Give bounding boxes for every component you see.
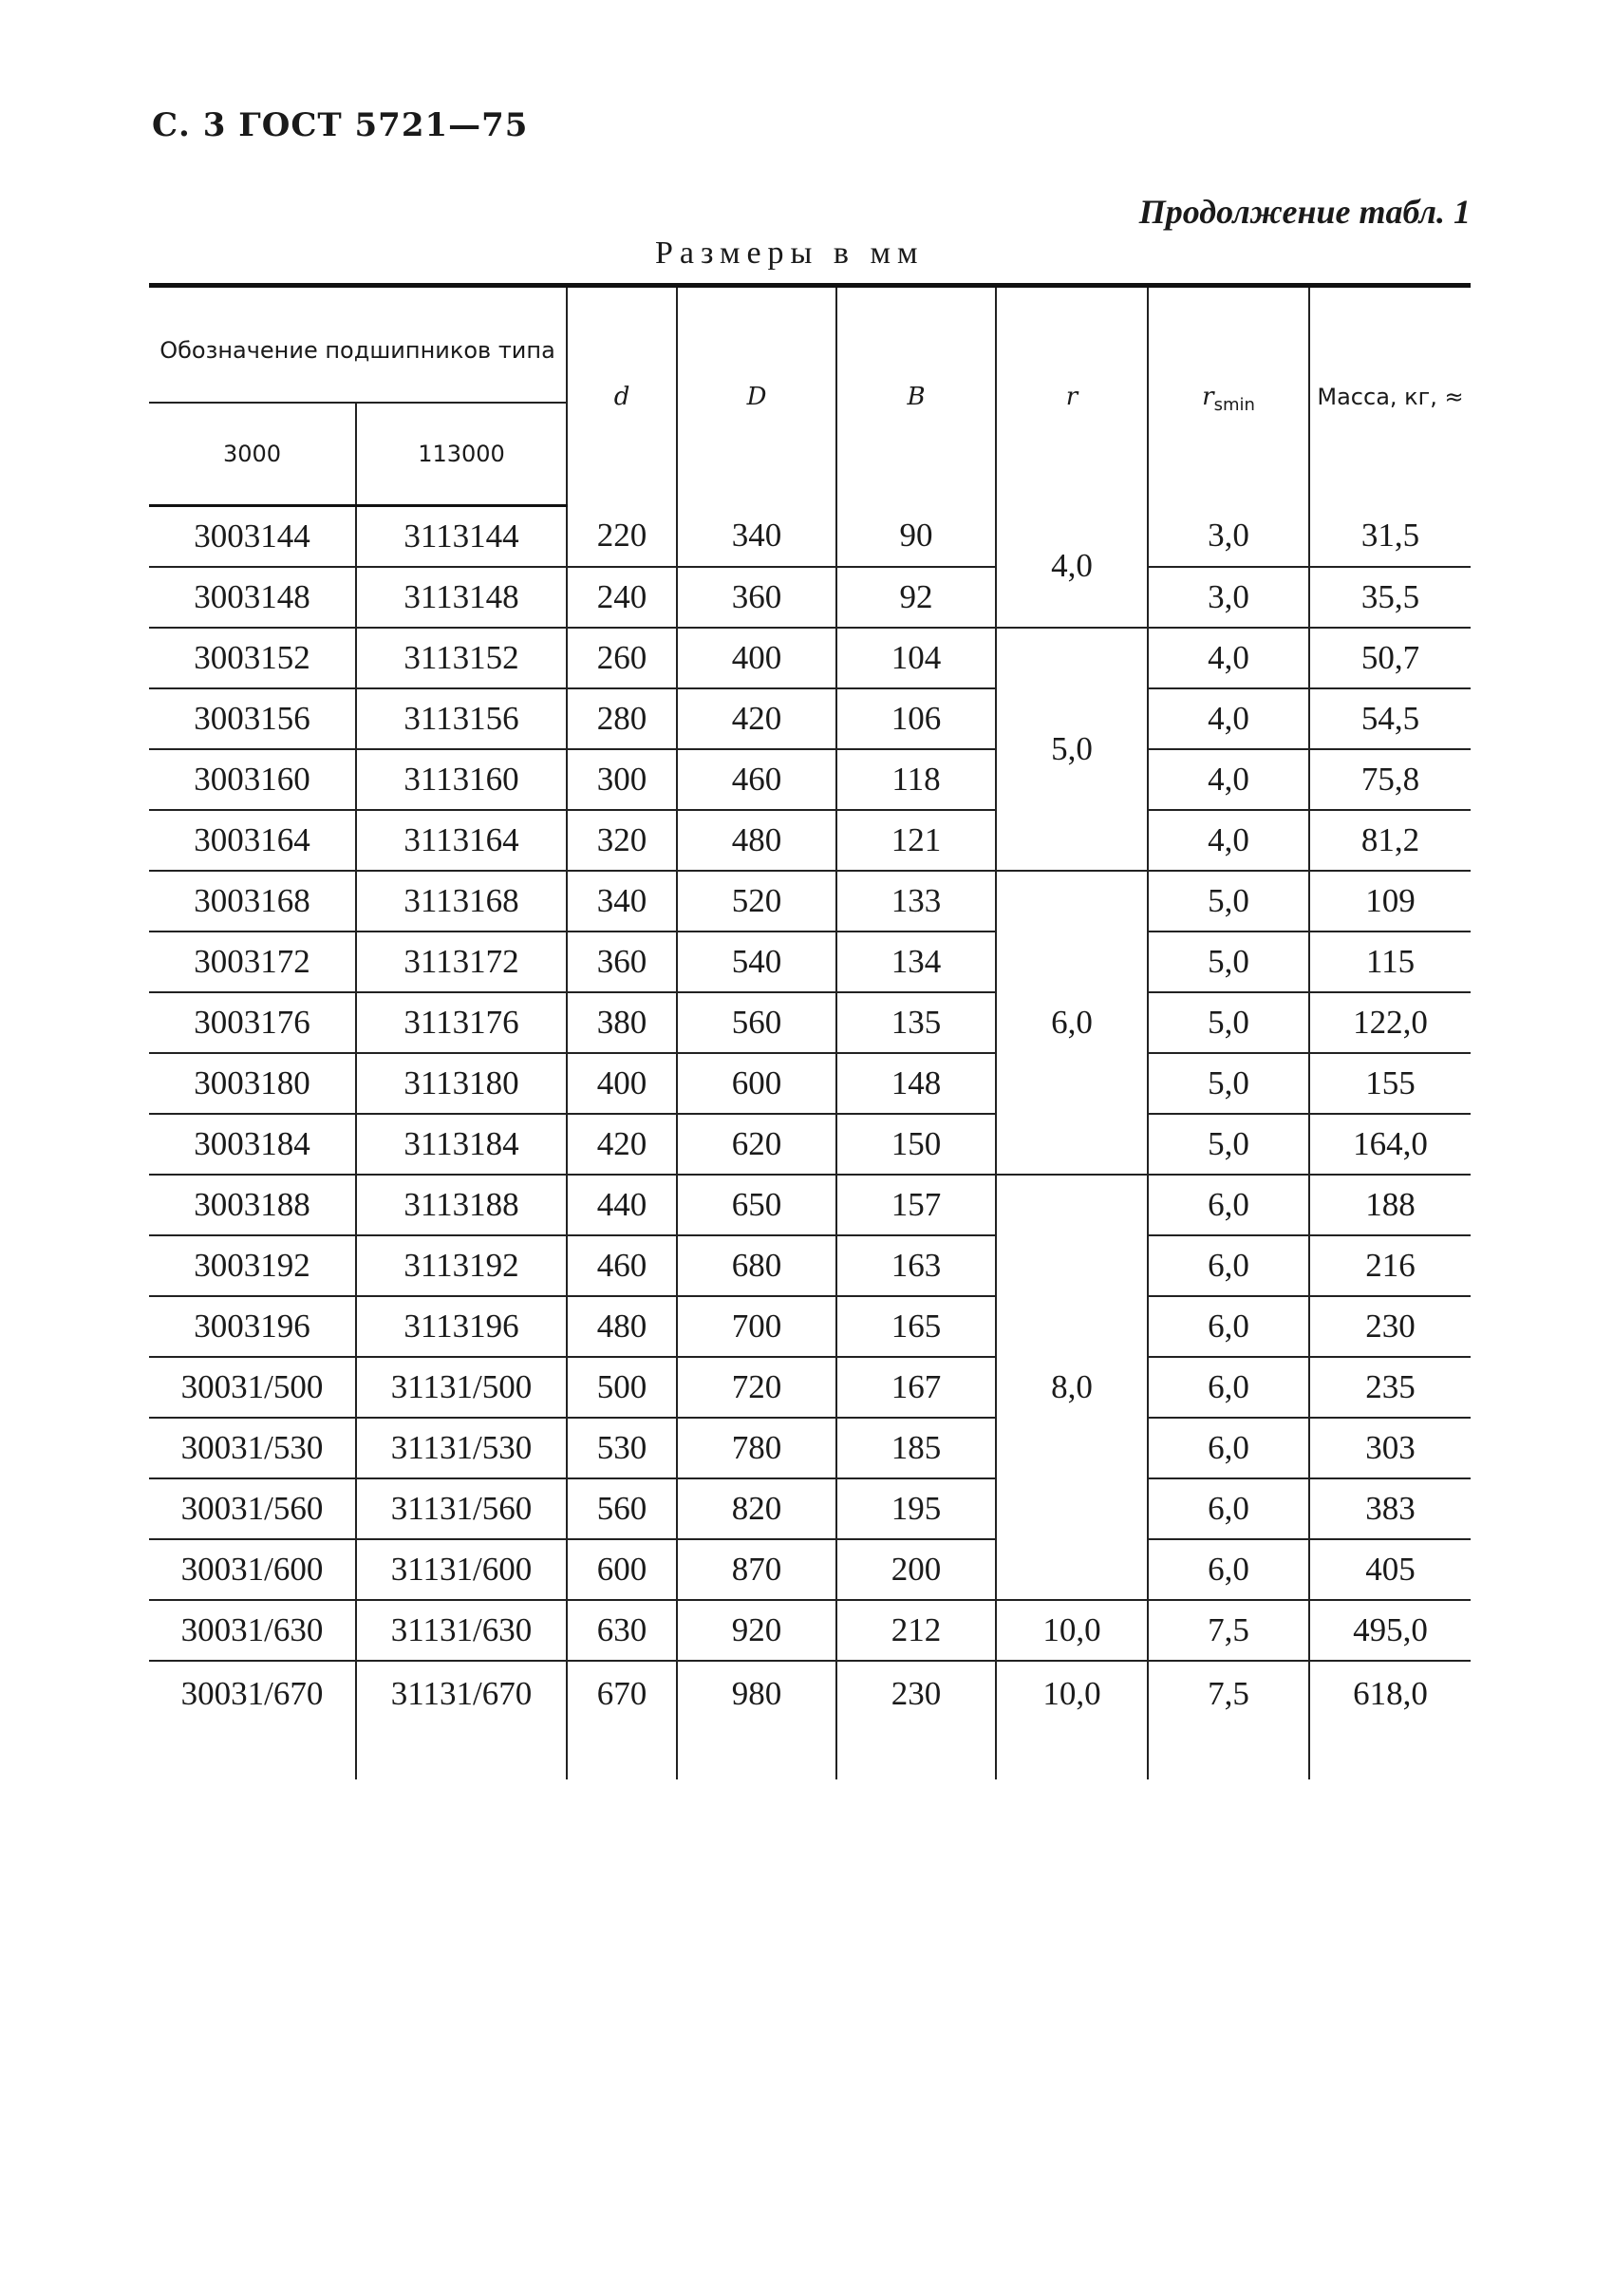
cell-mass: 122,0 — [1309, 992, 1471, 1053]
cell-B: 90 — [836, 506, 996, 568]
cell-mass: 50,7 — [1309, 628, 1471, 688]
cell-B: 148 — [836, 1053, 996, 1114]
cell-mass: 618,0 — [1309, 1661, 1471, 1779]
cell-r: 5,0 — [996, 628, 1148, 871]
cell-designation-113000: 31131/670 — [356, 1661, 567, 1779]
cell-designation-113000: 3113152 — [356, 628, 567, 688]
cell-D: 680 — [677, 1235, 836, 1296]
cell-B: 185 — [836, 1418, 996, 1478]
cell-designation-3000: 30031/600 — [149, 1539, 356, 1600]
cell-mass: 164,0 — [1309, 1114, 1471, 1175]
cell-designation-3000: 3003164 — [149, 810, 356, 871]
table-row — [149, 1357, 1471, 1418]
cell-B: 195 — [836, 1478, 996, 1539]
cell-designation-3000: 3003148 — [149, 567, 356, 628]
cell-rsmin: 5,0 — [1148, 871, 1309, 932]
cell-d: 460 — [567, 1235, 677, 1296]
cell-d: 480 — [567, 1296, 677, 1357]
cell-mass: 383 — [1309, 1478, 1471, 1539]
cell-mass: 188 — [1309, 1175, 1471, 1235]
cell-B: 230 — [836, 1661, 996, 1779]
cell-mass: 31,5 — [1309, 506, 1471, 568]
units-label: Размеры в мм — [655, 235, 925, 271]
cell-B: 150 — [836, 1114, 996, 1175]
cell-d: 560 — [567, 1478, 677, 1539]
cell-designation-3000: 3003172 — [149, 932, 356, 992]
cell-r: 10,0 — [996, 1661, 1148, 1779]
cell-r: 10,0 — [996, 1600, 1148, 1661]
cell-designation-3000: 30031/560 — [149, 1478, 356, 1539]
cell-d: 320 — [567, 810, 677, 871]
cell-designation-3000: 30031/670 — [180, 1675, 324, 1712]
cell-rsmin: 4,0 — [1148, 688, 1309, 749]
cell-designation-3000: 3003180 — [149, 1053, 356, 1114]
table-row — [149, 1235, 1471, 1296]
header-type-113000: 113000 — [356, 403, 567, 506]
cell-designation-3000: 3003184 — [149, 1114, 356, 1175]
cell-designation-113000: 3113192 — [356, 1235, 567, 1296]
cell-d: 400 — [567, 1053, 677, 1114]
cell-mass: 155 — [1309, 1053, 1471, 1114]
header-D: D — [677, 286, 836, 506]
cell-rsmin: 5,0 — [1148, 992, 1309, 1053]
cell-designation-3000: 3003160 — [149, 749, 356, 810]
cell-rsmin: 4,0 — [1148, 810, 1309, 871]
cell-B: 165 — [836, 1296, 996, 1357]
table-continuation-label: Продолжение табл. 1 — [1138, 193, 1471, 231]
cell-designation-3000: 3003196 — [149, 1296, 356, 1357]
cell-B: 167 — [836, 1357, 996, 1418]
table-row — [149, 1661, 1471, 1779]
cell-mass: 81,2 — [1309, 810, 1471, 871]
table-row — [149, 749, 1471, 810]
cell-mass: 54,5 — [1309, 688, 1471, 749]
cell-designation-3000: 3003152 — [149, 628, 356, 688]
cell-rsmin: 4,0 — [1148, 749, 1309, 810]
cell-D: 480 — [677, 810, 836, 871]
cell-d: 360 — [567, 932, 677, 992]
designation-group-header: Обозначение подшипников типа — [149, 286, 567, 404]
cell-designation-113000: 31131/500 — [356, 1357, 567, 1418]
cell-D: 700 — [677, 1296, 836, 1357]
cell-B: 121 — [836, 810, 996, 871]
cell-B: 106 — [836, 688, 996, 749]
cell-mass: 230 — [1309, 1296, 1471, 1357]
cell-B: 200 — [836, 1539, 996, 1600]
cell-mass: 109 — [1309, 871, 1471, 932]
cell-B: 118 — [836, 749, 996, 810]
cell-rsmin: 5,0 — [1148, 1053, 1309, 1114]
cell-D: 520 — [677, 871, 836, 932]
cell-mass: 405 — [1309, 1539, 1471, 1600]
header-rsmin-sub: smin — [1213, 394, 1255, 415]
table-row — [149, 1418, 1471, 1478]
cell-designation-113000: 3113144 — [356, 506, 567, 568]
cell-r: 4,0 — [996, 506, 1148, 629]
header-rsmin — [1148, 286, 1309, 506]
cell-rsmin: 3,0 — [1148, 506, 1309, 568]
cell-mass: 495,0 — [1309, 1600, 1471, 1661]
cell-D: 560 — [677, 992, 836, 1053]
cell-mass: 75,8 — [1309, 749, 1471, 810]
cell-D: 920 — [677, 1600, 836, 1661]
cell-rsmin: 6,0 — [1148, 1357, 1309, 1418]
cell-B: 135 — [836, 992, 996, 1053]
header-d: d — [567, 286, 677, 506]
cell-designation-113000: 3113184 — [356, 1114, 567, 1175]
cell-designation-113000: 31131/600 — [356, 1539, 567, 1600]
table-row — [149, 506, 1471, 568]
table-row — [149, 1296, 1471, 1357]
cell-d: 440 — [567, 1175, 677, 1235]
cell-d: 260 — [567, 628, 677, 688]
cell-d: 600 — [567, 1539, 677, 1600]
cell-d: 220 — [567, 506, 677, 568]
cell-designation-3000: 3003156 — [149, 688, 356, 749]
table-row — [149, 1600, 1471, 1661]
cell-designation-113000: 3113172 — [356, 932, 567, 992]
cell-d: 380 — [567, 992, 677, 1053]
cell-designation-113000: 3113164 — [356, 810, 567, 871]
cell-designation-113000: 3113156 — [356, 688, 567, 749]
cell-mass: 235 — [1309, 1357, 1471, 1418]
cell-r: 8,0 — [996, 1175, 1148, 1600]
table-row — [149, 992, 1471, 1053]
cell-rsmin: 6,0 — [1148, 1235, 1309, 1296]
header-B: B — [836, 286, 996, 506]
cell-D: 870 — [677, 1539, 836, 1600]
cell-D: 600 — [677, 1053, 836, 1114]
cell-D: 620 — [677, 1114, 836, 1175]
table-body — [149, 506, 1471, 1780]
cell-d: 280 — [567, 688, 677, 749]
cell-d: 670 — [567, 1661, 677, 1779]
cell-D: 780 — [677, 1418, 836, 1478]
cell-B: 212 — [836, 1600, 996, 1661]
table-row — [149, 1478, 1471, 1539]
cell-designation-113000: 3113196 — [356, 1296, 567, 1357]
cell-d: 240 — [567, 567, 677, 628]
page-header: С. 3 ГОСТ 5721—75 — [152, 106, 529, 144]
cell-B: 157 — [836, 1175, 996, 1235]
table-row — [149, 810, 1471, 871]
cell-D: 820 — [677, 1478, 836, 1539]
cell-D: 980 — [677, 1661, 836, 1779]
cell-designation-3000: 30031/630 — [149, 1600, 356, 1661]
cell-designation-3000: 3003188 — [149, 1175, 356, 1235]
cell-rsmin: 6,0 — [1148, 1539, 1309, 1600]
cell-D: 360 — [677, 567, 836, 628]
cell-d: 630 — [567, 1600, 677, 1661]
cell-rsmin: 7,5 — [1148, 1600, 1309, 1661]
cell-D: 460 — [677, 749, 836, 810]
cell-designation-113000: 3113160 — [356, 749, 567, 810]
cell-rsmin: 4,0 — [1148, 628, 1309, 688]
table-row — [149, 1053, 1471, 1114]
cell-rsmin: 5,0 — [1148, 932, 1309, 992]
cell-B: 104 — [836, 628, 996, 688]
cell-rsmin: 7,5 — [1148, 1661, 1309, 1779]
cell-d: 420 — [567, 1114, 677, 1175]
cell-designation-3000: 30031/530 — [149, 1418, 356, 1478]
cell-mass: 115 — [1309, 932, 1471, 992]
cell-D: 650 — [677, 1175, 836, 1235]
cell-r: 6,0 — [996, 871, 1148, 1175]
table-row — [149, 1114, 1471, 1175]
cell-designation-3000: 30031/500 — [149, 1357, 356, 1418]
bearing-table-container — [149, 283, 1471, 1779]
cell-d: 300 — [567, 749, 677, 810]
cell-D: 340 — [677, 506, 836, 568]
bearing-dimensions-table — [149, 283, 1471, 1779]
cell-d: 340 — [567, 871, 677, 932]
cell-rsmin: 5,0 — [1148, 1114, 1309, 1175]
cell-rsmin: 6,0 — [1148, 1175, 1309, 1235]
cell-mass: 35,5 — [1309, 567, 1471, 628]
cell-designation-113000: 31131/560 — [356, 1478, 567, 1539]
cell-B: 92 — [836, 567, 996, 628]
table-row — [149, 567, 1471, 628]
cell-D: 540 — [677, 932, 836, 992]
cell-designation-3000: 3003176 — [149, 992, 356, 1053]
header-type-3000: 3000 — [149, 403, 356, 506]
cell-rsmin: 3,0 — [1148, 567, 1309, 628]
cell-d: 500 — [567, 1357, 677, 1418]
table-row — [149, 628, 1471, 688]
cell-B: 133 — [836, 871, 996, 932]
cell-designation-113000: 3113176 — [356, 992, 567, 1053]
header-r: r — [996, 286, 1148, 506]
cell-designation-3000: 3003192 — [149, 1235, 356, 1296]
cell-designation-3000: 3003168 — [149, 871, 356, 932]
cell-B: 163 — [836, 1235, 996, 1296]
table-row — [149, 1539, 1471, 1600]
cell-mass: 216 — [1309, 1235, 1471, 1296]
cell-designation-113000: 3113180 — [356, 1053, 567, 1114]
cell-rsmin: 6,0 — [1148, 1418, 1309, 1478]
header-rsmin-base: r — [1202, 382, 1214, 411]
cell-B: 134 — [836, 932, 996, 992]
header-mass: Масса, кг, ≈ — [1309, 286, 1471, 506]
table-row — [149, 932, 1471, 992]
cell-designation-113000: 3113188 — [356, 1175, 567, 1235]
cell-designation-113000: 31131/530 — [356, 1418, 567, 1478]
cell-designation-113000: 3113168 — [356, 871, 567, 932]
cell-designation-113000: 31131/630 — [356, 1600, 567, 1661]
cell-mass: 303 — [1309, 1418, 1471, 1478]
table-row — [149, 688, 1471, 749]
cell-designation-3000: 3003144 — [149, 506, 356, 568]
cell-D: 720 — [677, 1357, 836, 1418]
table-row — [149, 1175, 1471, 1235]
cell-designation-113000: 3113148 — [356, 567, 567, 628]
cell-rsmin: 6,0 — [1148, 1478, 1309, 1539]
cell-d: 530 — [567, 1418, 677, 1478]
cell-D: 420 — [677, 688, 836, 749]
cell-D: 400 — [677, 628, 836, 688]
cell-rsmin: 6,0 — [1148, 1296, 1309, 1357]
table-row — [149, 871, 1471, 932]
